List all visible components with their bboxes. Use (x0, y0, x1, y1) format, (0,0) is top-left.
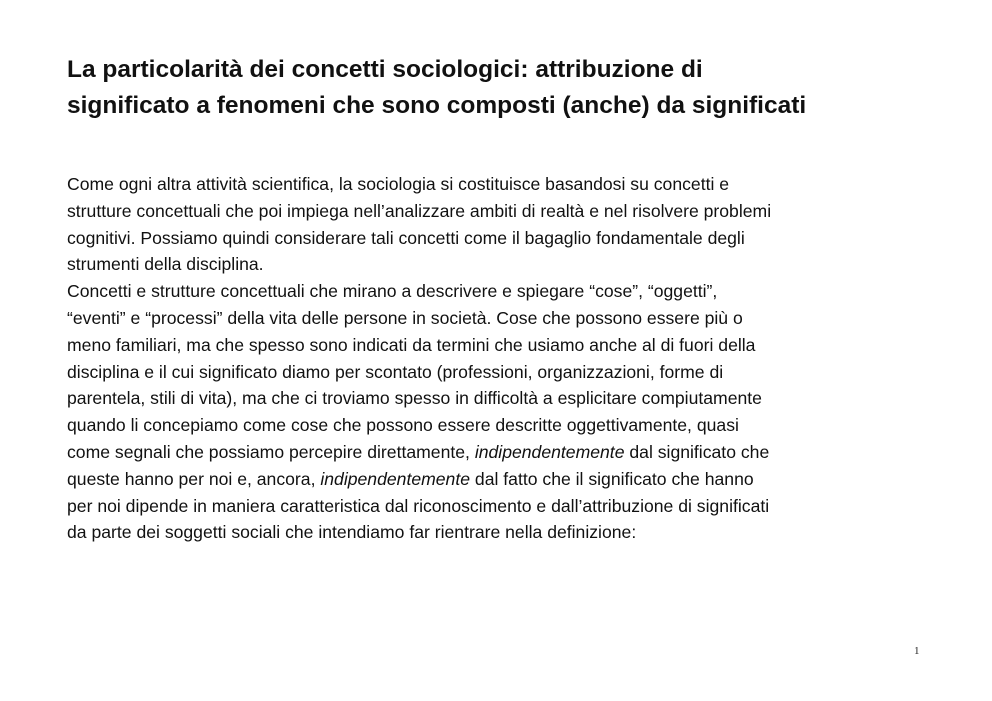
body-line: per noi dipende in maniera caratteristica dal riconoscimento e dall’attribuzione di significati (67, 495, 770, 516)
body-line: strumenti della disciplina. (67, 254, 264, 275)
emphasized-word: indipendentemente (320, 468, 471, 489)
body-line (67, 466, 937, 493)
body-line: cognitivi. Possiamo quindi considerare tali concetti come il bagaglio fondamentale degli (67, 227, 745, 248)
body-line: quando li concepiamo come cose che possono essere descritte oggettivamente, quasi (67, 415, 739, 436)
body-paragraph (67, 171, 937, 546)
body-line: parentela, stili di vita), ma che ci troviamo spesso in difficoltà a esplicitare compiutamente (67, 388, 762, 409)
page-title (67, 52, 947, 124)
body-text-run: come segnali che possiamo percepire direttamente, (67, 441, 475, 462)
body-text-run: dal significato che (624, 441, 770, 462)
emphasized-word: indipendentemente (474, 441, 625, 462)
body-text-run: dal fatto che il significato che hanno (470, 468, 754, 489)
body-line: disciplina e il cui significato diamo per scontato (professioni, organizzazioni, forme di (67, 361, 724, 382)
body-line: “eventi” e “processi” della vita delle persone in società. Cose che possono essere più o (67, 307, 743, 328)
body-line (67, 439, 937, 466)
title-line: La particolarità dei concetti sociologici: attribuzione di (67, 56, 703, 83)
body-line: da parte dei soggetti sociali che intendiamo far rientrare nella definizione: (67, 522, 637, 543)
page-number: 1 (914, 645, 920, 657)
body-text-run: queste hanno per noi e, ancora, (67, 468, 321, 489)
body-line: Come ogni altra attività scientifica, la sociologia si costituisce basandosi su concetti e (67, 174, 730, 194)
body-line: Concetti e strutture concettuali che mirano a descrivere e spiegare “cose”, “oggetti”, (67, 281, 718, 302)
body-line: meno familiari, ma che spesso sono indicati da termini che usiamo anche al di fuori della (67, 334, 756, 355)
body-line: strutture concettuali che poi impiega nell’analizzare ambiti di realtà e nel risolvere problemi (67, 200, 772, 221)
title-line: significato a fenomeni che sono composti (anche) da significati (67, 92, 807, 119)
